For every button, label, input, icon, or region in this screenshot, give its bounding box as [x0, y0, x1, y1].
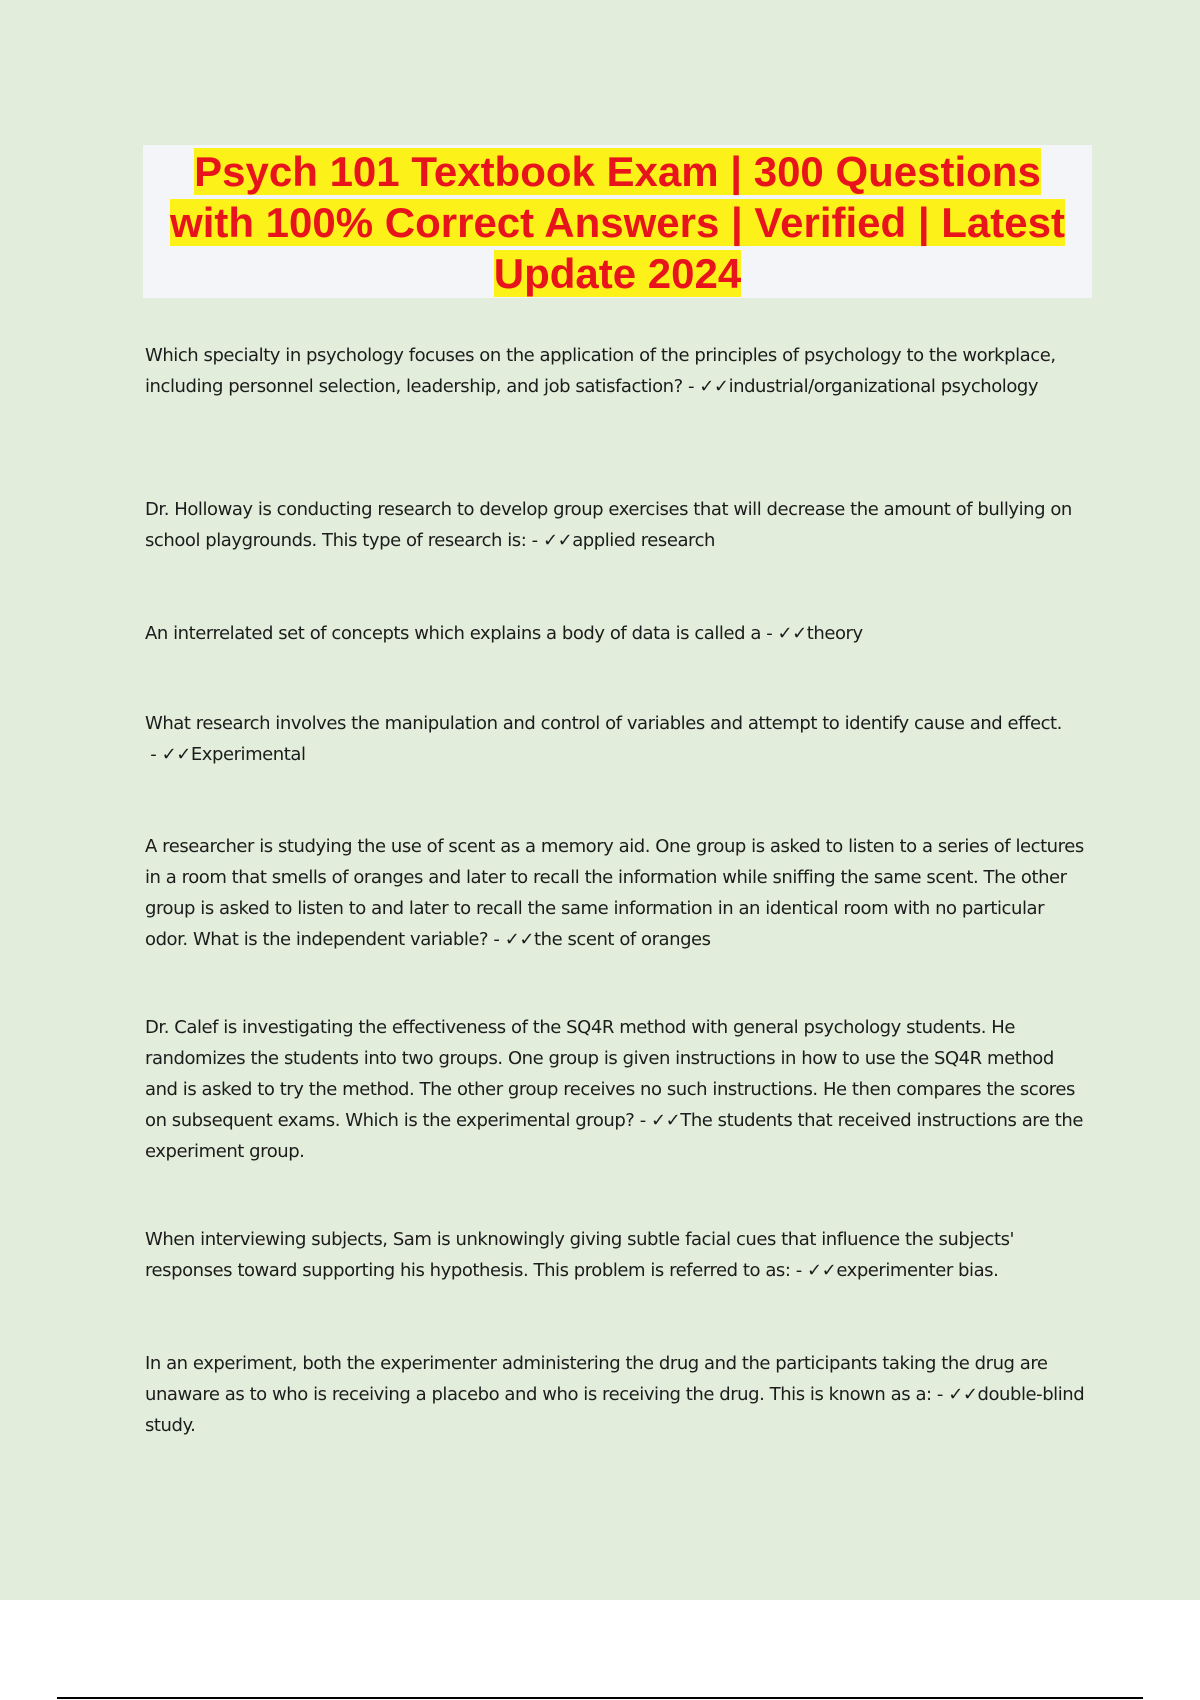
answer-text: industrial/organizational psychology: [728, 376, 1039, 397]
question-text: A researcher is studying the use of scent as a memory aid. One group is asked to listen to a series of lectures in a room that smells of oranges and later to recall the information while sniffing the same scent. The other group is asked to listen to and later to recall the same information in an identical room with no particular odor. What is the independent variable?: [145, 836, 1084, 950]
separator: -: [526, 530, 543, 551]
title-block: [143, 145, 1092, 298]
check-icon: ✓✓: [651, 1110, 681, 1131]
separator: -: [634, 1110, 652, 1131]
question-text: An interrelated set of concepts which explains a body of data is called a: [145, 623, 761, 644]
separator: -: [488, 929, 505, 950]
answer-text: applied research: [572, 530, 715, 551]
question-text: When interviewing subjects, Sam is unknowingly giving subtle facial cues that influence the subjects' responses toward supporting his hypothesis. This problem is referred to as:: [145, 1229, 1015, 1281]
answer-text: experimenter bias.: [836, 1260, 999, 1281]
check-icon: ✓✓: [161, 744, 191, 765]
answer-text: the scent of oranges: [534, 929, 711, 950]
check-icon: ✓✓: [504, 929, 535, 950]
separator: -: [790, 1260, 808, 1281]
separator: -: [145, 744, 162, 765]
footer-divider: [57, 1697, 1143, 1699]
answer-text: theory: [806, 623, 863, 644]
question-text: What research involves the manipulation and control of variables and attempt to identify cause and effect.: [145, 713, 1062, 734]
question-item: [145, 618, 1090, 649]
answer-text: Experimental: [190, 744, 306, 765]
document-title: Psych 101 Textbook Exam | 300 Questions with 100% Correct Answers | Verified | Latest Update 2024: [170, 148, 1065, 297]
question-text: In an experiment, both the experimenter administering the drug and the participants taking the drug are unaware as to who is receiving a placebo and who is receiving the drug. This is known as a:: [145, 1353, 1048, 1405]
check-icon: ✓✓: [777, 623, 807, 644]
check-icon: ✓✓: [542, 530, 573, 551]
question-item: [145, 1012, 1090, 1167]
question-item: [145, 831, 1090, 955]
question-item: [145, 1348, 1090, 1441]
separator: -: [760, 623, 778, 644]
question-item: [145, 494, 1090, 556]
check-icon: ✓✓: [948, 1384, 978, 1405]
check-icon: ✓✓: [699, 376, 729, 397]
question-item: [145, 340, 1090, 402]
check-icon: ✓✓: [807, 1260, 837, 1281]
question-text: Dr. Holloway is conducting research to develop group exercises that will decrease the amount of bullying on school playgrounds. This type of research is:: [145, 499, 1072, 551]
question-item: [145, 708, 1090, 770]
answer-text: double-blind study.: [145, 1384, 1085, 1436]
question-text: Dr. Calef is investigating the effectiveness of the SQ4R method with general psychology students. He randomizes the students into two groups. One group is given instructions in how to use the SQ4R method and is asked to try the method. The other group receives no such instructions. He then compares the scores on subsequent exams. Which is the experimental group?: [145, 1017, 1075, 1131]
question-item: [145, 1224, 1090, 1286]
answer-text: The students that received instructions are the experiment group.: [145, 1110, 1083, 1162]
separator: -: [682, 376, 700, 397]
separator: -: [931, 1384, 949, 1405]
question-text: Which specialty in psychology focuses on the application of the principles of psychology to the workplace, including personnel selection, leadership, and job satisfaction?: [145, 345, 1056, 397]
